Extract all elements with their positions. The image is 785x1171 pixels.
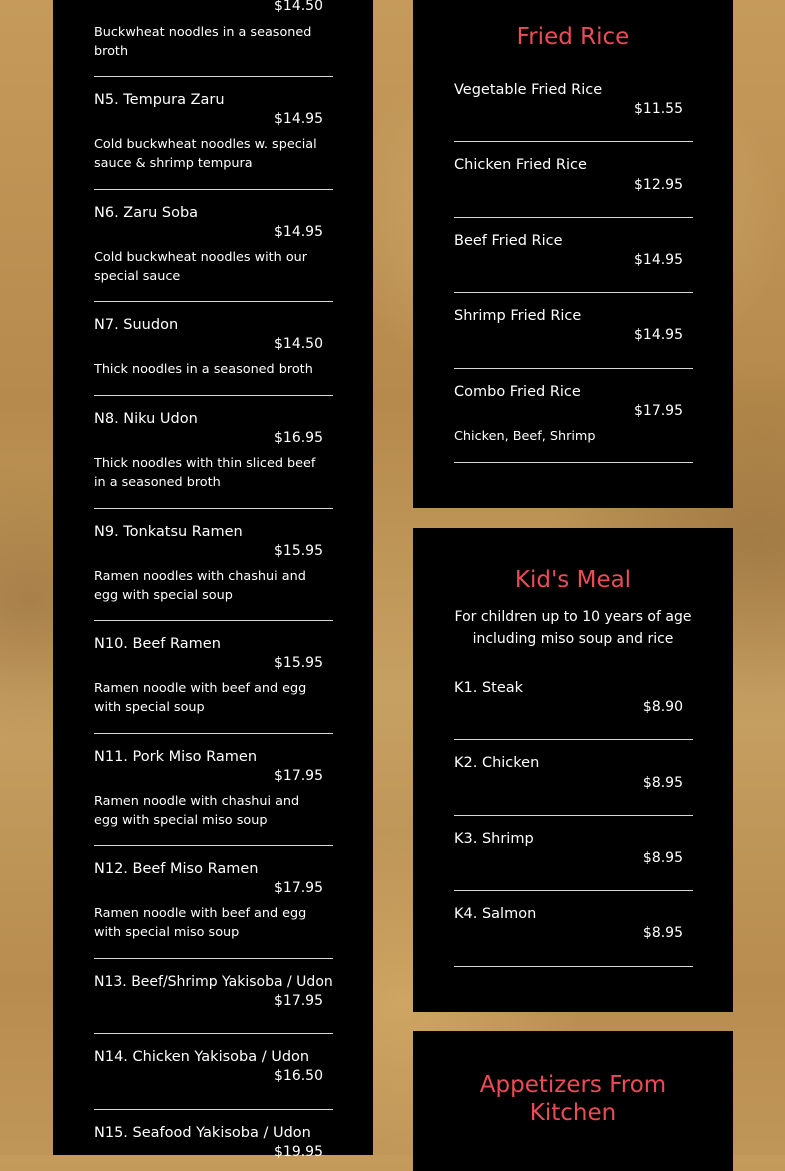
noodles-menu-panel <box>53 0 373 1160</box>
menu-item-description: Buckwheat noodles in a seasoned broth <box>94 25 312 59</box>
menu-divider <box>454 966 693 967</box>
menu-item-price: $11.55 <box>634 101 683 117</box>
menu-item-name: N11. Pork Miso Ramen <box>94 749 258 765</box>
menu-item-name: N13. Beef/Shrimp Yakisoba / Udon <box>94 974 333 990</box>
menu-item-description: Ramen noodle with chashui and egg with special miso soup <box>94 794 300 828</box>
section-title: Appetizers From Kitchen <box>479 1072 667 1126</box>
menu-divider <box>94 1109 333 1110</box>
menu-divider <box>454 462 693 463</box>
menu-item-description: Thick noodles in a seasoned broth <box>94 362 313 377</box>
menu-divider <box>94 958 333 959</box>
menu-item-description: Cold buckwheat noodles with our special sauce <box>94 250 308 284</box>
menu-divider <box>94 1033 333 1034</box>
menu-divider <box>94 508 333 509</box>
menu-divider <box>94 301 333 302</box>
menu-item-name: Chicken Fried Rice <box>454 157 587 173</box>
menu-item-price: $14.95 <box>634 327 683 343</box>
menu-divider <box>454 141 693 142</box>
menu-item-name: N15. Seafood Yakisoba / Udon <box>94 1125 311 1141</box>
menu-item-description: Ramen noodle with beef and egg with special miso soup <box>94 906 307 940</box>
menu-item-name: K1. Steak <box>454 680 524 696</box>
menu-item-price: $8.95 <box>642 850 683 866</box>
menu-divider <box>94 733 333 734</box>
menu-item-description: Chicken, Beef, Shrimp <box>454 429 596 444</box>
menu-item-name: K2. Chicken <box>454 755 540 771</box>
section-subtitle: For children up to 10 years of age including miso soup and rice <box>454 609 692 647</box>
menu-item-price: $15.95 <box>274 543 323 559</box>
menu-divider <box>94 76 333 77</box>
menu-item-name: N12. Beef Miso Ramen <box>94 861 259 877</box>
fried-rice-panel <box>413 0 733 508</box>
menu-item-price: $17.95 <box>634 403 683 419</box>
menu-item-description: Thick noodles with thin sliced beef in a seasoned broth <box>94 456 316 490</box>
menu-divider <box>94 845 333 846</box>
menu-item-price: $16.50 <box>274 1068 323 1084</box>
menu-item-name: Vegetable Fried Rice <box>454 82 603 98</box>
menu-item-name: N7. Suudon <box>94 317 179 333</box>
menu-item-description: Cold buckwheat noodles w. special sauce & shrimp tempura <box>94 137 317 171</box>
menu-item-name: N9. Tonkatsu Ramen <box>94 524 243 540</box>
menu-item-name: N8. Niku Udon <box>94 411 198 427</box>
menu-item-price: $8.95 <box>642 925 683 941</box>
kids-meal-panel <box>413 528 733 1012</box>
menu-item-name: K4. Salmon <box>454 906 537 922</box>
menu-divider <box>94 395 333 396</box>
menu-divider <box>454 292 693 293</box>
appetizers-panel <box>413 1031 733 1171</box>
menu-item-price: $14.95 <box>634 252 683 268</box>
menu-item-description: Ramen noodles with chashui and egg with special soup <box>94 569 306 603</box>
menu-item-name: Combo Fried Rice <box>454 384 581 400</box>
menu-divider <box>94 620 333 621</box>
menu-item-price: $15.95 <box>274 655 323 671</box>
menu-item-price: $8.95 <box>642 775 683 791</box>
menu-item-price: $14.50 <box>274 0 323 14</box>
menu-item-name: K3. Shrimp <box>454 831 534 847</box>
menu-item-price: $16.95 <box>274 430 323 446</box>
menu-item-description: Ramen noodle with beef and egg with special soup <box>94 681 307 715</box>
menu-item-price: $17.95 <box>274 768 323 784</box>
menu-divider <box>454 739 693 740</box>
menu-item-price: $17.95 <box>274 880 323 896</box>
menu-divider <box>454 368 693 369</box>
section-title: Fried Rice <box>516 24 630 50</box>
section-title: Kid's Meal <box>514 567 632 593</box>
menu-item-price: $14.95 <box>274 224 323 240</box>
menu-divider <box>94 189 333 190</box>
menu-item-price: $12.95 <box>634 177 683 193</box>
menu-item-price: $14.95 <box>274 111 323 127</box>
menu-divider <box>454 217 693 218</box>
menu-item-name: N6. Zaru Soba <box>94 205 199 221</box>
menu-divider <box>454 890 693 891</box>
menu-item-name: N10. Beef Ramen <box>94 636 221 652</box>
menu-item-name: Shrimp Fried Rice <box>454 308 582 324</box>
menu-item-name: N14. Chicken Yakisoba / Udon <box>94 1049 310 1065</box>
menu-item-price: $17.95 <box>274 993 323 1009</box>
menu-item-name: Beef Fried Rice <box>454 233 563 249</box>
menu-divider <box>454 815 693 816</box>
menu-item-price: $14.50 <box>274 336 323 352</box>
menu-item-price: $19.95 <box>274 1144 323 1160</box>
menu-item-price: $8.90 <box>642 699 683 715</box>
menu-item-name: N5. Tempura Zaru <box>94 92 225 108</box>
